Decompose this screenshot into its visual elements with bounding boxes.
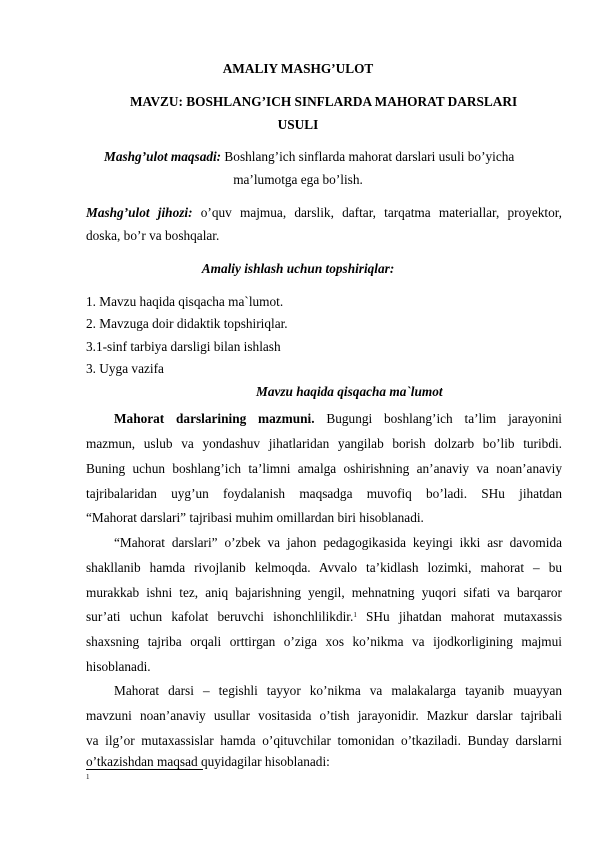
para1-lead: Mahorat darslarining mazmuni. — [114, 411, 315, 426]
para2-line-1: “Mahorat darslari” o’zbek va jahon pedagogikasida keyingi ikki asr davomida — [114, 535, 562, 550]
para3-line-last: o’tkazishdan maqsad quyidagilar hisoblanadi: — [86, 754, 330, 769]
task-item: 2. Mavzuga doir didaktik topshiriqlar. — [86, 316, 288, 331]
para3-line-1: Mahorat darsi – tegishli tayyor ko’nikma va malakalarga tayanib muayyan — [114, 683, 562, 698]
goal-text: Boshlang’ich sinflarda mahorat darslari usuli bo’yicha — [221, 149, 515, 164]
footnote-mark: 1 — [86, 773, 90, 781]
goal-line-1 — [104, 149, 514, 165]
task-item: 3. Uyga vazifa — [86, 361, 164, 376]
para3-line: va ilg’or mutaxassislar hamda o’qituvchilar tomonidan o’tkaziladi. Bunday darslarni — [86, 733, 562, 748]
para1-line: Buning uchun boshlang’ich ta’limni amalga oshirishning an’anaviy va noan’anaviy — [86, 461, 562, 476]
equipment-line-1 — [86, 205, 562, 221]
equipment-text: o’quv majmua, darslik, daftar, tarqatma materiallar, proyektor, — [192, 205, 562, 220]
topic-line-2: USULI — [277, 117, 319, 132]
para3-line: mavzuni noan’anaviy usullar vositasida o’tish jarayonidir. Mazkur darslar tajribali — [86, 708, 562, 723]
equipment-line-2: doska, bo’r va boshqalar. — [86, 228, 220, 243]
document-title: AMALIY MASHG’ULOT — [222, 61, 374, 76]
task-item: 1. Mavzu haqida qisqacha ma`lumot. — [86, 294, 284, 309]
para2-line: murakkab ishni tez, aniq bajarishning yengil, mehnatning yuqori sifati va barqaror — [86, 585, 562, 600]
task-item: 3.1-sinf tarbiya darsligi bilan ishlash — [86, 339, 281, 354]
para1-line-1: Mahorat darslarining mazmuni. Bugungi boshlang’ich ta’lim jarayonini — [114, 411, 562, 426]
goal-label: Mashg’ulot maqsadi: — [104, 149, 222, 164]
para1-line: mazmun, uslub va yondashuv jihatlaridan yangilab borish dolzarb bo’lib turibdi. — [86, 436, 562, 451]
para1-line: tajribalaridan uyg’un foydalanish maqsadga muvofiq bo’ladi. SHu jihatdan — [86, 486, 562, 501]
equipment-label: Mashg’ulot jihozi: — [86, 205, 193, 220]
footnote-separator — [86, 769, 203, 770]
section-heading: Mavzu haqida qisqacha ma`lumot — [256, 384, 443, 399]
goal-line-2: ma’lumotga ega bo’lish. — [233, 172, 363, 187]
para2-line: shakllanib hamda rivojlanib kelmoqda. Avvalo ta’kidlash lozimki, mahorat – bu — [86, 560, 562, 575]
footnote-reference[interactable]: 1 — [353, 611, 357, 619]
para1-line-last: “Mahorat darslari” tajribasi muhim omillardan biri hisoblanadi. — [86, 510, 424, 525]
para2-line-last: hisoblanadi. — [86, 659, 151, 674]
para2-line: shaxsning tajriba orqali orttirgan o’ziga xos ko’nikma va ijodkorligining majmui — [86, 634, 562, 649]
topic-line-1: MAVZU: BOSHLANG’ICH SINFLARDA MAHORAT DARSLARI — [130, 94, 518, 109]
tasks-heading: Amaliy ishlash uchun topshiriqlar: — [201, 261, 395, 276]
para2-line-4: sur’ati uchun kafolat beruvchi ishonchlilikdir.$^1$ SHu jihatdan mahorat mutaxassis — [86, 609, 563, 624]
